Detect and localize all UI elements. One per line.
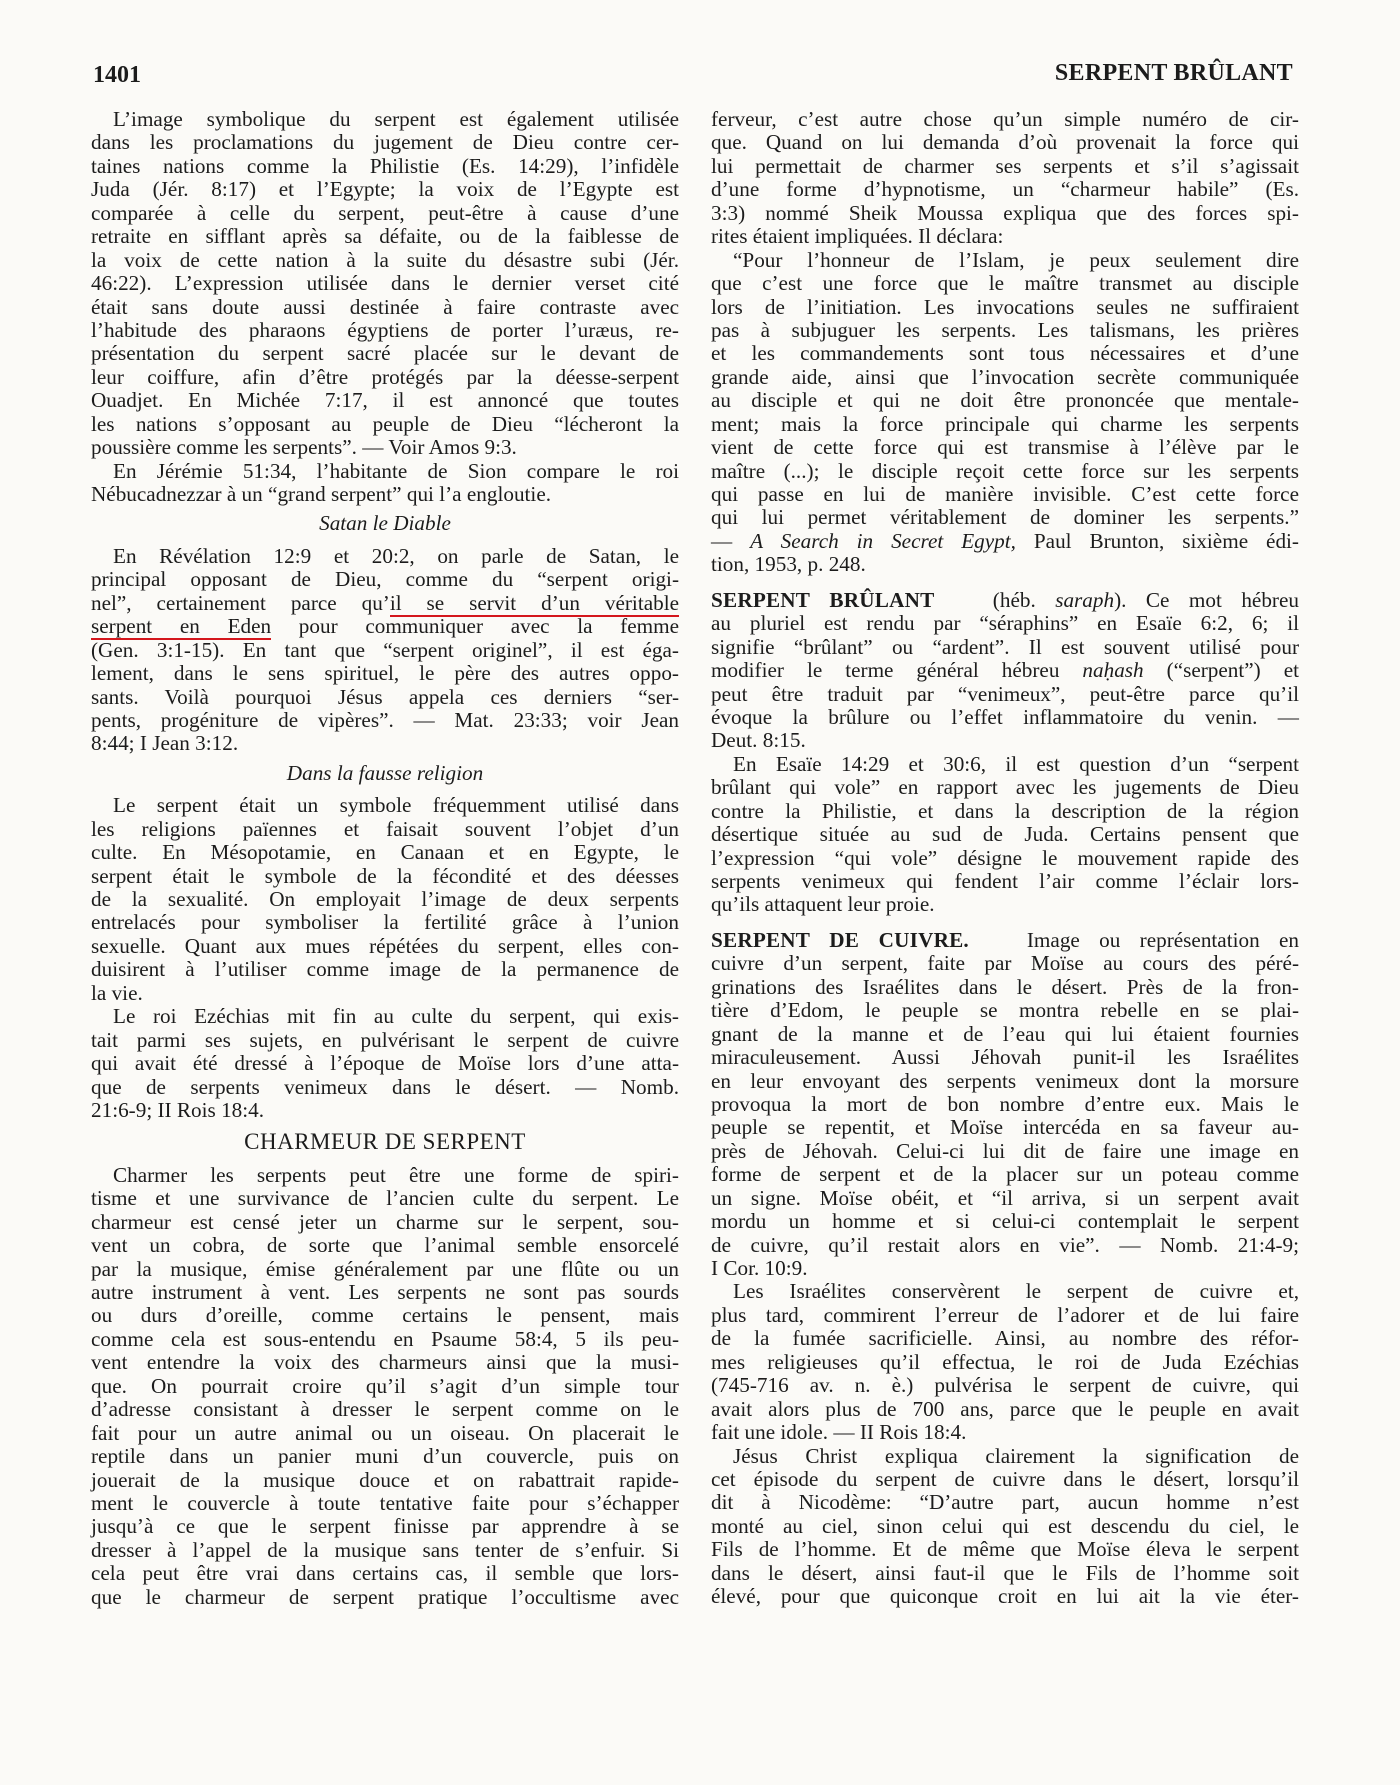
- text-line: Ouadjet. En Michée 7:17, il est annoncé que toutes: [91, 388, 679, 413]
- text-run: (“serpent”) et: [1143, 658, 1299, 683]
- paragraph: [711, 753, 1299, 917]
- text-line: En Révélation 12:9 et 20:2, on parle de Satan, le: [113, 543, 679, 568]
- text-line: la vie.: [91, 980, 143, 1005]
- text-line: [91, 592, 679, 615]
- entry-serpent-brulant: [711, 589, 1299, 917]
- paragraph: [711, 1280, 1299, 1444]
- text-line: qui lui permet véritablement de dominer les serpents.”: [711, 505, 1299, 530]
- text-line: que. Quand on lui demanda d’où provenait la force qui: [711, 130, 1299, 155]
- text-line: grinations des Israélites dans le désert. Près de la fron-: [711, 974, 1299, 999]
- text-line: duisirent à l’utiliser comme image de la permanence de: [91, 957, 679, 982]
- text-line: (745-716 av. n. è.) pulvérisa le serpent de cuivre, qui: [711, 1373, 1299, 1398]
- text-line: [711, 929, 1299, 952]
- text-line: [91, 615, 679, 638]
- text-run: nel”, certainement parce qu’: [91, 590, 390, 615]
- paragraph: [91, 1005, 679, 1122]
- text-line: brûlant qui vole” en rapport avec les jugements de Dieu: [711, 775, 1299, 800]
- text-line: [711, 659, 1299, 682]
- text-line: qu’ils attaquent leur proie.: [711, 892, 935, 917]
- text-line: tisme et une survivance de l’ancien culte du serpent. Le: [91, 1186, 679, 1211]
- text-line: Le roi Ezéchias mit fin au culte du serpent, qui exis-: [113, 1004, 679, 1029]
- text-line: évoque la brûlure ou l’effet inflammatoire du venin. —: [711, 704, 1299, 729]
- right-column: [711, 108, 1299, 1609]
- text-line: dit à Nicodème: “D’autre part, aucun homme n’est: [711, 1490, 1299, 1515]
- text-line: vent un cobra, de sorte que l’animal semble ensorcelé: [91, 1233, 679, 1258]
- text-line: monté au ciel, sinon celui qui est descendu du ciel, le: [711, 1513, 1299, 1538]
- text-line: mes religieuses qu’il effectua, le roi de Juda Ezéchias: [711, 1349, 1299, 1374]
- paragraph-satan: [91, 545, 679, 756]
- text-line: principal opposant de Dieu, comme du “serpent origi-: [91, 567, 679, 592]
- text-run: pour communiquer avec la femme: [271, 614, 680, 639]
- text-line: 46:22). L’expression utilisée dans le dernier verset cité: [91, 271, 679, 296]
- text-line: pas à subjuguer les serpents. Les talismans, les prières: [711, 317, 1299, 342]
- text-line: entrelacés pour symboliser la fertilité grâce à l’union: [91, 910, 679, 935]
- subheading-satan: Satan le Diable: [319, 511, 451, 536]
- section-heading-charmeur: CHARMEUR DE SERPENT: [244, 1129, 526, 1155]
- text-line: cet épisode du serpent de cuivre dans le désert, lorsqu’il: [711, 1466, 1299, 1491]
- text-run: Paul Brunton, sixième édi-: [1015, 528, 1299, 553]
- paragraph: [711, 108, 1299, 249]
- text-line: En Jérémie 51:34, l’habitante de Sion compare le roi: [113, 458, 679, 483]
- text-line: dans les proclamations du jugement de Dieu contre cer-: [91, 130, 679, 155]
- text-line: que. On pourrait croire qu’il s’agit d’un simple tour: [91, 1373, 679, 1398]
- text-line: lement, dans le sens spirituel, le père des autres oppo-: [91, 661, 679, 686]
- paragraph: [711, 952, 1299, 1280]
- text-line: qui avait été dressé à l’époque de Moïse lors d’une atta-: [91, 1051, 679, 1076]
- text-line: leur coiffure, afin d’être protégés par la déesse-serpent: [91, 364, 679, 389]
- left-column: [91, 108, 679, 1609]
- text-line: autre instrument à vent. Les serpents ne sont pas sourds: [91, 1280, 679, 1304]
- entry-serpent-de-cuivre: [711, 929, 1299, 1609]
- text-line: Les Israélites conservèrent le serpent de cuivre et,: [733, 1279, 1299, 1304]
- subheading-religion: Dans la fausse religion: [286, 760, 484, 785]
- text-line: Fils de l’homme. Et de même que Moïse éleva le serpent: [711, 1537, 1299, 1562]
- text-line: culte. En Mésopotamie, en Canaan et en Egypte, le: [91, 840, 679, 865]
- text-line: provoqua la mort de bon nombre d’entre eux. Mais le: [711, 1091, 1299, 1116]
- text-line: sexuelle. Quant aux mues répétées du serpent, elles con-: [91, 933, 679, 958]
- text-line: par la musique, émise généralement par une flûte ou un: [91, 1256, 679, 1281]
- text-line: que c’est une force que le maître transmet au disciple: [711, 271, 1299, 296]
- text-line: ou durs d’oreille, comme certains le pensent, mais: [91, 1303, 679, 1328]
- text-line: vent entendre la voix des charmeurs ainsi que la musi-: [91, 1350, 679, 1375]
- text-line: peut être traduit par “venimeux”, peut-être parce qu’il: [711, 681, 1299, 706]
- text-line: grande aide, ainsi que l’invocation secrète communiquée: [711, 364, 1299, 389]
- text-line: mordu un homme et si celui-ci contemplait le serpent: [711, 1209, 1299, 1234]
- text-line: (Gen. 3:1-15). En tant que “serpent originel”, il est éga-: [91, 637, 679, 662]
- text-line: Le serpent était un symbole fréquemment utilisé dans: [113, 793, 679, 818]
- text-line: présentation du serpent sacré placée sur le devant de: [91, 341, 679, 366]
- citation-line: [711, 530, 1299, 553]
- text-line: L’image symbolique du serpent est également utilisée: [113, 107, 679, 131]
- text-run: —: [711, 528, 751, 553]
- text-line: En Esaïe 14:29 et 30:6, il est question d’un “serpent: [733, 751, 1299, 776]
- text-line: miraculeusement. Aussi Jéhovah punit-il les Israélites: [711, 1045, 1299, 1070]
- hebrew-term: saraph: [1055, 587, 1115, 612]
- text-line: qui passe en lui de manière invisible. C’est cette force: [711, 482, 1299, 506]
- text-line: forme de serpent et de la placer sur un poteau comme: [711, 1162, 1299, 1187]
- text-line: fait une idole. — II Rois 18:4.: [711, 1420, 967, 1445]
- text-line: tière d’Edom, le peuple se montra rebelle en se plai-: [711, 998, 1299, 1023]
- book-title: A Search in Secret Egypt,: [750, 528, 1016, 553]
- text-line: lui permettait de charmer ses serpents et s’il s’agissait: [711, 153, 1299, 178]
- text-line: peuple se repentit, et Moïse intercéda en sa faveur au-: [711, 1115, 1299, 1140]
- text-line: de la sexualité. On employait l’image de deux serpents: [91, 887, 679, 911]
- highlighted-underline: il se servit d’un véritable: [389, 590, 679, 615]
- text-line: comparée à celle du serpent, peut-être à cause d’une: [91, 200, 679, 225]
- text-line: pents, progéniture de vipères”. — Mat. 23:33; voir Jean: [91, 707, 679, 732]
- text-line: charmeur est censé jeter un charme sur le serpent, sou-: [91, 1209, 679, 1234]
- block-quote: [711, 249, 1299, 530]
- highlighted-underline: serpent en Eden: [91, 614, 272, 639]
- text-line: cela peut être vrai dans certains cas, il semble que lors-: [91, 1561, 679, 1586]
- text-line: que de serpents venimeux dans le désert. — Nomb.: [91, 1074, 679, 1099]
- text-line: poussière comme les serpents”. — Voir Amos 9:3.: [91, 435, 517, 460]
- text-line: signifie “brûlant” ou “ardent”. Il est souvent utilisé pour: [711, 634, 1299, 659]
- text-line: vient de cette force qui est transmise à l’élève par le: [711, 435, 1299, 460]
- paragraph: [91, 794, 679, 1005]
- paragraph: [711, 1445, 1299, 1609]
- text-line: en leur envoyant des serpents venimeux dont la morsure: [711, 1068, 1299, 1093]
- text-line: était sans doute aussi destinée à faire contraste avec: [91, 294, 679, 319]
- text-run: ). Ce mot hébreu: [1114, 587, 1299, 612]
- text-line: au disciple et qui ne doit être prononcée que mentale-: [711, 388, 1299, 413]
- text-line: gnant de la manne et de l’eau qui lui étaient fournies: [711, 1021, 1299, 1046]
- text-line: l’expression “qui vole” désigne le mouvement rapide des: [711, 845, 1299, 870]
- paragraph: [711, 683, 1299, 753]
- text-line: maître (...); le disciple reçoit cette force sur les serpents: [711, 458, 1299, 483]
- text-line: que le charmeur de serpent pratique l’occultisme avec: [91, 1584, 679, 1609]
- text-line: au pluriel est rendu par “séraphins” en Esaïe 6:2, 6; il: [711, 611, 1299, 636]
- text-line: tait parmi ses sujets, en pulvérisant le serpent de cuivre: [91, 1027, 679, 1052]
- hebrew-term: naḥash: [1082, 658, 1144, 683]
- paragraph: [91, 545, 679, 592]
- text-line: [711, 589, 1299, 612]
- text-line: sants. Voilà pourquoi Jésus appela ces derniers “ser-: [91, 684, 679, 709]
- text-line: Juda (Jér. 8:17) et l’Egypte; la voix de l’Egypte est: [91, 177, 679, 202]
- page-number: 1401: [93, 62, 141, 88]
- text-line: 8:44; I Jean 3:12.: [91, 731, 239, 756]
- text-line: I Cor. 10:9.: [711, 1256, 808, 1280]
- text-line: de cuivre, qu’il restait alors en vie”. — Nomb. 21:4-9;: [711, 1232, 1299, 1257]
- text-line: avait alors plus de 700 ans, parce que le peuple en avait: [711, 1396, 1299, 1421]
- text-line: 3:3) nommé Sheik Moussa expliqua que des forces spi-: [711, 200, 1299, 225]
- paragraph: [91, 1164, 679, 1609]
- text-line: serpents venimeux qui fendent l’air comme l’éclair lors-: [711, 869, 1299, 893]
- text-line: comme cela est sous-entendu en Psaume 58:4, 5 ils peu-: [91, 1326, 679, 1351]
- text-line: Charmer les serpents peut être une forme de spiri-: [113, 1162, 679, 1187]
- text-line: d’adresse consistant à dresser le serpent comme on le: [91, 1397, 679, 1422]
- text-line: plus tard, commirent l’erreur de l’adorer et de lui faire: [711, 1302, 1299, 1327]
- paragraph: [91, 639, 679, 756]
- paragraph: [91, 460, 679, 507]
- text-line: jouerait de la musique douce et on rabattrait rapide-: [91, 1467, 679, 1492]
- text-line: de la fumée sacrificielle. Ainsi, au nombre des réfor-: [711, 1326, 1299, 1351]
- text-line: l’habitude des pharaons égyptiens de porter l’uræus, re-: [91, 317, 679, 342]
- text-line: taines nations comme la Philistie (Es. 14:29), l’infidèle: [91, 153, 679, 178]
- text-line: dans le désert, ainsi faut-il que le Fils de l’homme soit: [711, 1560, 1299, 1585]
- text-line: Jésus Christ expliqua clairement la signification de: [733, 1443, 1299, 1468]
- text-line: contre la Philistie, et dans la description de la région: [711, 798, 1299, 823]
- text-line: reptile dans un panier muni d’un couvercle, puis on: [91, 1444, 679, 1469]
- text-line: ferveur, c’est autre chose qu’un simple numéro de cir-: [711, 107, 1299, 131]
- text-line: “Pour l’honneur de l’Islam, je peux seulement dire: [733, 247, 1299, 272]
- text-line: d’une forme d’hypnotisme, un “charmeur habile” (Es.: [711, 177, 1299, 202]
- text-line: et les commandements sont tous nécessaires et d’une: [711, 341, 1299, 366]
- text-run: modifier le terme général hébreu: [711, 658, 1083, 683]
- text-line: près de Jéhovah. Celui-ci lui dit de faire une image en: [711, 1138, 1299, 1163]
- text-line: lors de l’initiation. Les invocations seules ne suffiraient: [711, 294, 1299, 319]
- text-run: (héb.: [934, 587, 1056, 612]
- text-line: retraite en sifflant après sa défaite, ou de la faiblesse de: [91, 224, 679, 249]
- text-line: cuivre d’un serpent, faite par Moïse au cours des péré-: [711, 951, 1299, 976]
- text-line: fait pour un autre animal ou un oiseau. On placerait le: [91, 1420, 679, 1445]
- text-line: Deut. 8:15.: [711, 728, 806, 753]
- text-line: ment; mais la force principale qui charme les serpents: [711, 411, 1299, 436]
- entry-term: SERPENT DE CUIVRE.: [711, 927, 969, 952]
- text-line: un signe. Moïse obéit, et “il arriva, si un serpent avait: [711, 1185, 1299, 1210]
- text-line: 21:6-9; II Rois 18:4.: [91, 1097, 265, 1122]
- entry-term: SERPENT BRÛLANT: [711, 587, 935, 612]
- text-line: désertique située au sud de Juda. Certains pensent que: [711, 822, 1299, 847]
- text-line: serpent était le symbole de la fécondité et des déesses: [91, 863, 679, 888]
- text-line: les nations s’opposant au peuple de Dieu “lécheront la: [91, 411, 679, 436]
- text-line: jusqu’à ce que le serpent finisse par apprendre à se: [91, 1514, 679, 1539]
- text-line: Nébucadnezzar à un “grand serpent” qui l’a engloutie.: [91, 482, 552, 506]
- text-line: la voix de cette nation à la suite du désastre subi (Jér.: [91, 247, 679, 272]
- text-line: rites étaient impliquées. Il déclara:: [711, 224, 1004, 249]
- paragraph: [91, 108, 679, 460]
- text-line: ment le couvercle à toute tentative faite pour s’échapper: [91, 1490, 679, 1515]
- text-run: Image ou représentation en: [968, 927, 1299, 952]
- running-head: SERPENT BRÛLANT: [1054, 60, 1293, 86]
- text-line: les religions païennes et faisait souvent l’objet d’un: [91, 816, 679, 841]
- text-line: dresser à l’appel de la musique sans tenter de s’enfuir. Si: [91, 1537, 679, 1562]
- citation-line: tion, 1953, p. 248.: [711, 552, 866, 577]
- text-line: élevé, pour que quiconque croit en lui ait la vie éter-: [711, 1584, 1299, 1609]
